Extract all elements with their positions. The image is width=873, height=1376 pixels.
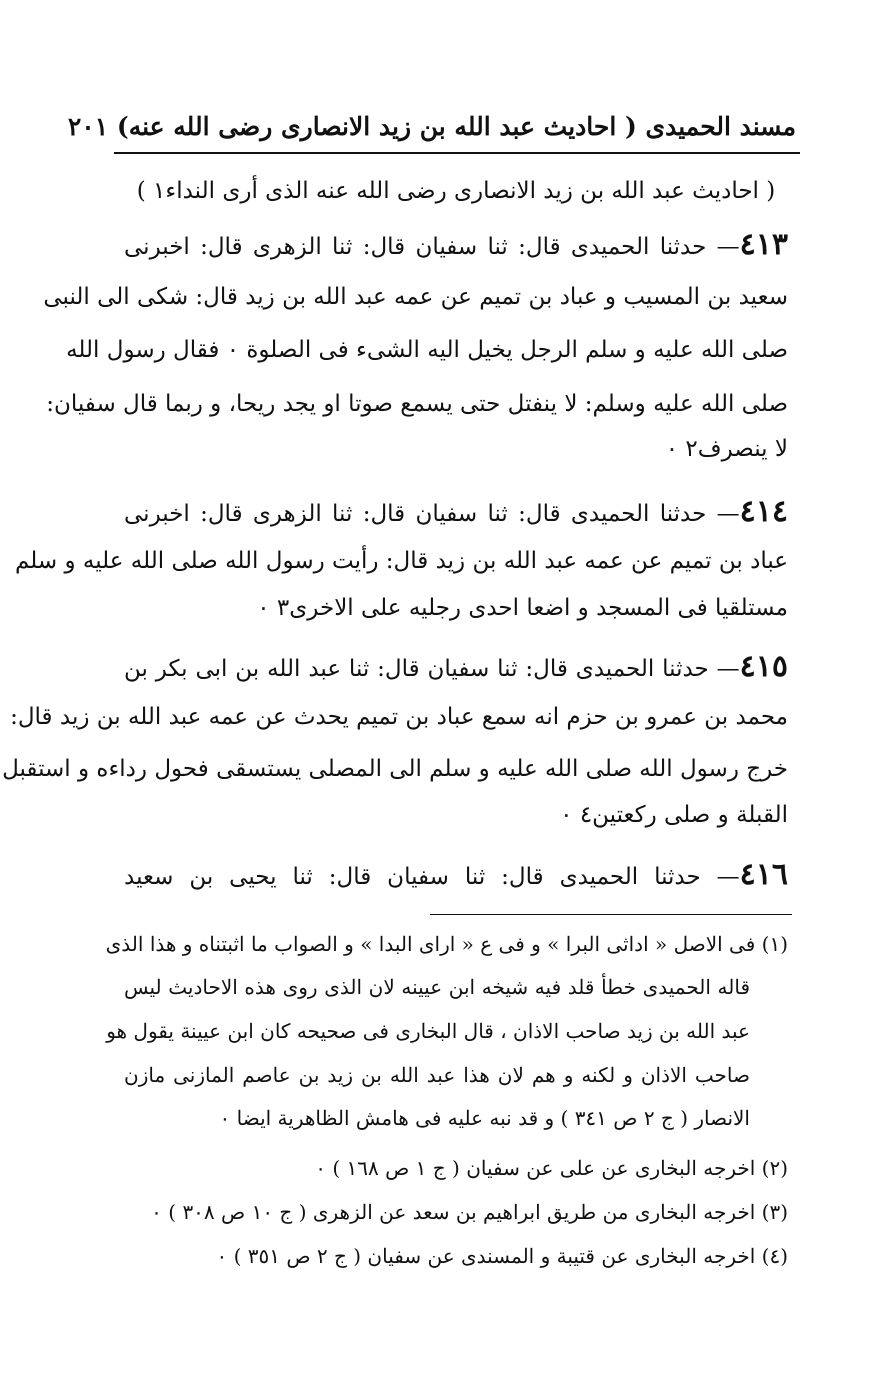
hadith-text: — حدثنا الحميدى قال: ثنا سفيان قال: ثنا الزهرى قال: اخبرنى bbox=[124, 234, 740, 260]
footnote-4: (٤) اخرجه البخارى عن قتيبة و المسندى عن سفيان ( ج ٢ ص ٣٥١ ) ٠ bbox=[216, 1244, 788, 1268]
footnote-rule bbox=[430, 914, 792, 915]
footnote-1-line-4: صاحب الاذان و لكنه و هم لان هذا عبد الله بن زيد بن عاصم المازنى مازن bbox=[124, 1063, 750, 1087]
hadith-413-line-5: لا ينصرف٢ ٠ bbox=[665, 436, 788, 462]
hadith-414-line-1 bbox=[124, 494, 788, 529]
hadith-number: ٤١٦ bbox=[739, 857, 788, 892]
hadith-414-line-2: عباد بن تميم عن عمه عبد الله بن زيد قال: رأيت رسول الله صلى الله عليه و سلم bbox=[14, 548, 788, 574]
footnote-1-line-2: قاله الحميدى خطأ قلد فيه شيخه ابن عيينه لان الذى روى هذه الاحاديث ليس bbox=[124, 975, 750, 999]
footnote-1-line-5: الانصار ( ج ٢ ص ٣٤١ ) و قد نبه عليه فى هامش الظاهرية ايضا ٠ bbox=[219, 1106, 750, 1130]
footnote-3: (٣) اخرجه البخارى من طريق ابراهيم بن سعد عن الزهرى ( ج ١٠ ص ٣٠٨ ) ٠ bbox=[151, 1200, 788, 1224]
footnote-1-line-3: عبد الله بن زيد صاحب الاذان ، قال البخارى فى صحيحه كان ابن عيينة يقول هو bbox=[106, 1019, 750, 1043]
footnote-1-line-1: (١) فى الاصل « اداثى البرا » و فى ع « اراى البدا » و الصواب ما اثبتناه و هذا الذى bbox=[105, 932, 788, 956]
header-rule bbox=[114, 152, 800, 154]
hadith-415-line-1 bbox=[124, 649, 788, 684]
hadith-413-line-3: صلى الله عليه و سلم الرجل يخيل اليه الشىء فى الصلوة ٠ فقال رسول الله bbox=[66, 337, 788, 363]
hadith-414-line-3: مستلقيا فى المسجد و اضعا احدى رجليه على الاخرى٣ ٠ bbox=[257, 595, 788, 621]
hadith-415-line-4: القبلة و صلى ركعتين٤ ٠ bbox=[560, 802, 788, 828]
footnote-2: (٢) اخرجه البخارى عن على عن سفيان ( ج ١ ص ١٦٨ ) ٠ bbox=[315, 1156, 788, 1180]
running-header: مسند الحميدى ( احاديث عبد الله بن زيد الانصارى رضى الله عنه) ٢٠١ bbox=[67, 112, 796, 141]
hadith-413-line-1 bbox=[124, 227, 788, 262]
hadith-text: — حدثنا الحميدى قال: ثنا سفيان قال: ثنا الزهرى قال: اخبرنى bbox=[124, 501, 740, 527]
hadith-413-line-4: صلى الله عليه وسلم: لا ينفتل حتى يسمع صوتا او يجد ريحا، و ربما قال سفيان: bbox=[46, 391, 788, 417]
hadith-number: ٤١٤ bbox=[739, 494, 788, 529]
hadith-415-line-3: خرج رسول الله صلى الله عليه و سلم الى المصلى يستسقى فحول رداءه و استقبل bbox=[2, 756, 788, 782]
hadith-text: — حدثنا الحميدى قال: ثنا سفيان قال: ثنا يحيى بن سعيد bbox=[124, 864, 740, 890]
section-title: ( احاديث عبد الله بن زيد الانصارى رضى الله عنه الذى أرى النداء١ ) bbox=[136, 178, 776, 204]
hadith-415-line-2: محمد بن عمرو بن حزم انه سمع عباد بن تميم يحدث عن عمه عبد الله بن زيد قال: bbox=[10, 704, 788, 730]
hadith-number: ٤١٥ bbox=[739, 649, 788, 684]
hadith-text: — حدثنا الحميدى قال: ثنا سفيان قال: ثنا عبد الله بن ابى بكر بن bbox=[124, 656, 740, 682]
hadith-413-line-2: سعيد بن المسيب و عباد بن تميم عن عمه عبد الله بن زيد قال: شكى الى النبى bbox=[43, 284, 788, 310]
hadith-number: ٤١٣ bbox=[739, 227, 788, 262]
hadith-416-line-1 bbox=[124, 857, 788, 892]
